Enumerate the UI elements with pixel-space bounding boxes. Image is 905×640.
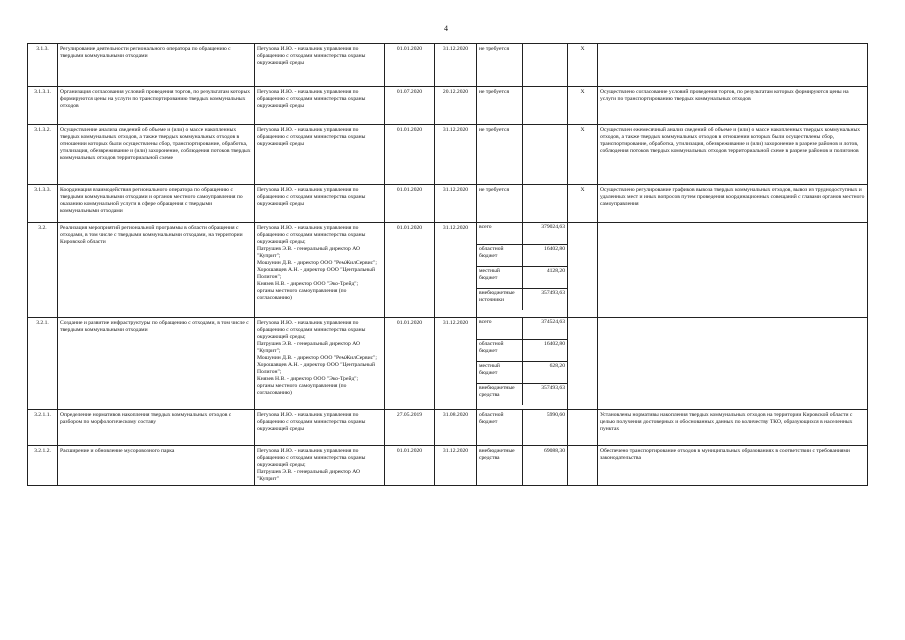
start-date: 01.01.2020: [385, 223, 435, 318]
funding-row: [477, 245, 567, 267]
start-date: 01.07.2020: [385, 87, 435, 125]
funding-amount: 5990,60: [523, 410, 568, 446]
funding-amount: [523, 44, 568, 87]
funding-source: областной бюджет: [477, 245, 522, 267]
responsible-persons: Петухова И.Ю. - начальник управления по обращению с отходами министерства охраны окружающей среды; Патрушев Э.В. - генеральный директор АО "Куприт"; Мошунин Д.В. - директор ООО "РемЖилСервис"; Хорошавцев А.Н. - директор ООО "Центральный Полигон"; Князев Н.В. - директор ООО "Эко-Трейд"; органы местного самоуправления (по согласованию): [255, 223, 385, 318]
page-number: 4: [444, 24, 448, 33]
funding-row: [477, 384, 567, 406]
start-date: 01.01.2020: [385, 44, 435, 87]
funding-amount: 69088,30: [523, 446, 568, 486]
expected-result: [598, 44, 868, 87]
activity-name: Организация согласования условий проведения торгов, по результатам которых формируются цены на услуги по транспортированию твердых коммунальных отходов: [58, 87, 255, 125]
funding-source: не требуется: [477, 125, 523, 185]
row-number: 3.2.1.2.: [28, 446, 58, 486]
row-number: 3.1.3.2.: [28, 125, 58, 185]
funding-source: областной бюджет: [477, 340, 522, 362]
expected-result: [598, 318, 868, 410]
table-row: [28, 446, 868, 486]
responsible-person: Петухова И.Ю. - начальник управления по обращению с отходами министерства охраны окружающей среды: [255, 87, 385, 125]
table-row: [28, 44, 868, 87]
funding-row: [477, 289, 567, 311]
funding-source: не требуется: [477, 44, 523, 87]
table-row: [28, 87, 868, 125]
funding-source: всего: [477, 223, 522, 245]
activity-name: Координация взаимодействия регионального оператора по обращению с твердыми коммунальными отходами и органов местного самоуправления по оказанию коммунальной услуги в сфере обращения с твердыми коммунальными отходами: [58, 185, 255, 223]
table-row: [28, 223, 868, 318]
end-date: 31.12.2020: [435, 44, 477, 87]
expected-result: [598, 223, 868, 318]
funding-row: [477, 318, 567, 340]
activity-name: Расширение и обновление мусоровозного парка: [58, 446, 255, 486]
funding-amount: 379024,63: [522, 223, 567, 245]
end-date: 31.12.2020: [435, 223, 477, 318]
table-row: [28, 185, 868, 223]
responsible-persons: Петухова И.Ю. - начальник управления по обращению с отходами министерства охраны окружающей среды; Патрушев Э.В. - генеральный директор АО "Куприт": [255, 446, 385, 486]
start-date: 01.01.2020: [385, 446, 435, 486]
activity-name: Осуществление анализа сведений об объеме и (или) о массе накопленных твердых коммунальных отходов, а также твердых коммунальных отходов в отношении которых были осуществлены сбор, транспортирование, обработка, утилизация, обезвреживание и (или) захоронение, соблюдения потоков твердых коммунальных отходов территориальной схеме: [58, 125, 255, 185]
indicator-mark: [568, 446, 598, 486]
indicator-mark: [568, 410, 598, 446]
funding-row: [477, 223, 567, 245]
funding-source: областной бюджет: [477, 410, 523, 446]
funding-source: не требуется: [477, 87, 523, 125]
funding-source: внебюджетные средства: [477, 446, 523, 486]
activity-name: Реализация мероприятий региональной программы в области обращения с отходами, в том числе с твердыми коммунальными отходами, на территории Кировской области: [58, 223, 255, 318]
funding-source: всего: [477, 318, 522, 340]
funding-source: не требуется: [477, 185, 523, 223]
start-date: 01.01.2020: [385, 318, 435, 410]
end-date: 31.12.2020: [435, 185, 477, 223]
funding-table: [477, 223, 567, 310]
table-row: [28, 125, 868, 185]
row-number: 3.2.1.: [28, 318, 58, 410]
funding-source: внебюджетные источники: [479, 290, 515, 303]
row-number: 3.2.: [28, 223, 58, 318]
funding-amount: 357493,63: [522, 384, 567, 406]
indicator-mark: X: [568, 87, 598, 125]
indicator-mark: [568, 223, 598, 318]
activity-plan-table: [27, 43, 868, 486]
funding-source: внебюджетные средства: [479, 385, 515, 398]
funding-amount: 628,20: [522, 362, 567, 384]
row-number: 3.2.1.1.: [28, 410, 58, 446]
indicator-mark: [568, 318, 598, 410]
funding-row: [477, 267, 567, 289]
table-row: [28, 318, 868, 410]
indicator-mark: X: [568, 125, 598, 185]
table-row: [28, 410, 868, 446]
responsible-person: Петухова И.Ю. - начальник управления по обращению с отходами министерства охраны окружающей среды: [255, 185, 385, 223]
end-date: 31.12.2020: [435, 125, 477, 185]
expected-result: Осуществлено согласование условий проведения торгов, по результатам которых формируются цены на услуги по транспортированию твердых коммунальных отходов: [598, 87, 868, 125]
row-number: 3.1.3.3.: [28, 185, 58, 223]
activity-name: Определение нормативов накопления твердых коммунальных отходов с разбором по морфологическому составу: [58, 410, 255, 446]
funding-amount: 357493,63: [522, 289, 567, 311]
funding-row: [477, 340, 567, 362]
expected-result: Установлены нормативы накопления твердых коммунальных отходов на территории Кировской области с целью получения достоверных и обоснованных данных по количеству ТКО, образующихся в населенных пунктах: [598, 410, 868, 446]
activity-name: Создание и развитие инфраструктуры по обращению с отходами, в том числе с твердыми коммунальными отходами: [58, 318, 255, 410]
funding-amount: [523, 125, 568, 185]
start-date: 01.01.2020: [385, 185, 435, 223]
funding-row: [477, 362, 567, 384]
activity-name: Регулирование деятельности регионального оператора по обращению с твердыми коммунальными отходами: [58, 44, 255, 87]
funding-breakdown: [477, 223, 568, 318]
responsible-person: Петухова И.Ю. - начальник управления по обращению с отходами министерства охраны окружающей среды: [255, 410, 385, 446]
funding-amount: 4128,20: [522, 267, 567, 289]
funding-amount: [523, 185, 568, 223]
funding-breakdown: [477, 318, 568, 410]
funding-amount: 374524,63: [522, 318, 567, 340]
responsible-persons: Петухова И.Ю. - начальник управления по обращению с отходами министерства охраны окружающей среды; Патрушев Э.В. - генеральный директор АО "Куприт"; Мошунин Д.В. - директор ООО "РемЖилСервис"; Хорошавцев А.Н. - директор ООО "Центральный Полигон"; Князев Н.В. - директор ООО "Эко-Трейд"; органы местного самоуправления (по согласованию): [255, 318, 385, 410]
row-number: 3.1.3.: [28, 44, 58, 87]
responsible-person: Петухова И.Ю. - начальник управления по обращению с отходами министерства охраны окружающей среды: [255, 44, 385, 87]
row-number: 3.1.3.1.: [28, 87, 58, 125]
indicator-mark: X: [568, 185, 598, 223]
start-date: 01.01.2020: [385, 125, 435, 185]
funding-amount: [523, 87, 568, 125]
responsible-person: Петухова И.Ю. - начальник управления по обращению с отходами министерства охраны окружающей среды: [255, 125, 385, 185]
indicator-mark: X: [568, 44, 598, 87]
start-date: 27.05.2019: [385, 410, 435, 446]
end-date: 31.12.2020: [435, 446, 477, 486]
end-date: 20.12.2020: [435, 87, 477, 125]
funding-amount: 16402,80: [522, 340, 567, 362]
expected-result: Обеспечено транспортирование отходов в муниципальных образованиях в соответствии с требованиями законодательства: [598, 446, 868, 486]
end-date: 31.08.2020: [435, 410, 477, 446]
end-date: 31.12.2020: [435, 318, 477, 410]
funding-table: [477, 318, 567, 405]
expected-result: Осуществлено регулирование графиков вывоза твердых коммунальных отходов, вывоз из труднодоступных и удаленных мест и иных вопросов путем проведения координационных совещаний с главами органов местного самоуправления: [598, 185, 868, 223]
funding-source: местный бюджет: [477, 362, 522, 384]
funding-amount: 16402,80: [522, 245, 567, 267]
expected-result: Осуществлен ежемесячный анализ сведений об объеме и (или) о массе накопленных твердых коммунальных отходов, а также твердых коммунальных отходов в отношении которых были осуществлены сбор, транспортирование, обработка, утилизация, обезвреживание и (или) захоронение в разрезе районов и лотов, соблюдения потоков твердых коммунальных отходов территориальной схеме в разрезе районов и полигонов: [598, 125, 868, 185]
funding-source: местный бюджет: [477, 267, 522, 289]
